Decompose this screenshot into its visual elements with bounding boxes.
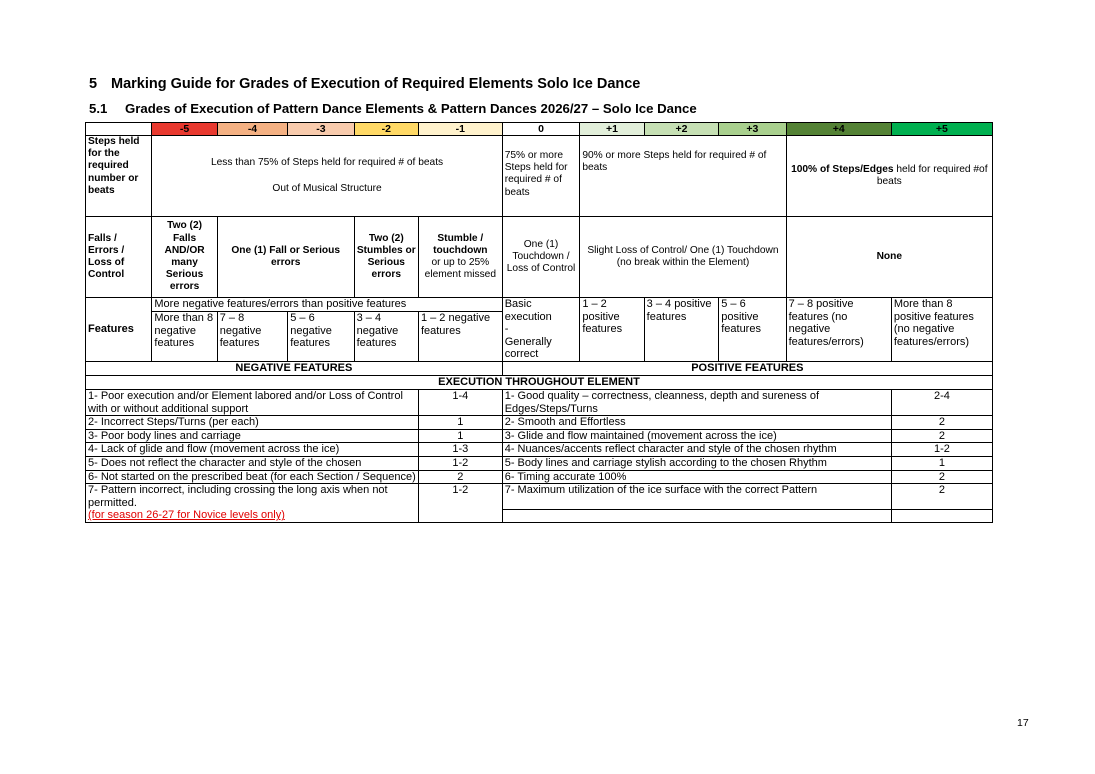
positive-feature-text: 1- Good quality – correctness, cleanness, depth and sureness of Edges/Steps/Turns [502, 389, 891, 415]
steps-plus4-5-cell [786, 136, 992, 217]
goe-table [85, 122, 993, 523]
features-row-header: Features [86, 298, 152, 362]
section-title: Marking Guide for Grades of Execution of Required Elements Solo Ice Dance [111, 76, 641, 92]
features-m3-cell: 5 – 6 negative features [288, 312, 354, 362]
grade-cell: +1 [580, 123, 644, 136]
steps-negative-line1: Less than 75% of Steps held for required # of beats [210, 156, 444, 168]
falls-row [86, 217, 993, 298]
novice-season-note: (for season 26-27 for Novice levels only) [88, 509, 285, 522]
subsection-heading [89, 101, 697, 116]
execution-header: EXECUTION THROUGHOUT ELEMENT [86, 375, 993, 389]
feature-row [86, 389, 993, 415]
section-number: 5 [89, 76, 98, 92]
grade-cell: -4 [217, 123, 287, 136]
negative-feature-value: 1-3 [418, 443, 502, 457]
features-p5-cell: More than 8 positive features (no negative features/errors) [891, 298, 992, 362]
falls-m4-3-cell: One (1) Fall or Serious errors [217, 217, 354, 298]
features-m2-cell: 3 – 4 negative features [354, 312, 418, 362]
feature-row [86, 484, 993, 510]
steps-row [86, 136, 993, 217]
features-neg-banner: More negative features/errors than positive features [152, 298, 502, 312]
steps-negative-line2: Out of Musical Structure [272, 183, 382, 194]
negative-feature-text: 5- Does not reflect the character and style of the chosen [86, 456, 419, 470]
negative-feature-text: 1- Poor execution and/or Element labored and/or Loss of Control with or without additional support [86, 389, 419, 415]
negative-feature-value: 1-2 [418, 456, 502, 470]
features-zero-a: Basic execution [504, 298, 552, 323]
falls-plus1-3-cell: Slight Loss of Control/ One (1) Touchdown (no break within the Element) [580, 217, 786, 298]
grade-cell: +3 [719, 123, 786, 136]
falls-zero-cell: One (1) Touchdown / Loss of Control [502, 217, 580, 298]
features-m4-cell: 7 – 8 negative features [217, 312, 287, 362]
negative-feature-text [86, 484, 419, 523]
falls-m5-cell: Two (2) Falls AND/OR many Serious errors [152, 217, 217, 298]
features-banner-row [86, 298, 993, 312]
features-p2-cell: 3 – 4 positive features [644, 298, 719, 362]
positive-feature-text: 4- Nuances/accents reflect character and style of the chosen rhythm [502, 443, 891, 457]
features-p1-cell: 1 – 2 positive features [580, 298, 644, 362]
positive-feature-blank [502, 509, 891, 522]
feature-row [86, 456, 993, 470]
positive-feature-value: 2 [891, 416, 992, 430]
negative-feature-text: 6- Not started on the prescribed beat (for each Section / Sequence) [86, 470, 419, 484]
feature-row [86, 429, 993, 443]
positive-feature-text: 7- Maximum utilization of the ice surface with the correct Pattern [502, 484, 891, 510]
falls-m2-cell: Two (2) Stumbles or Serious errors [354, 217, 418, 298]
features-m5-cell: More than 8 negative features [152, 312, 217, 362]
steps-zero-cell: 75% or more Steps held for required # of beats [502, 136, 580, 217]
grade-cell: -3 [288, 123, 354, 136]
steps-plus1-3-cell: 90% or more Steps held for required # of beats [580, 136, 786, 217]
negative-feature-value: 1-4 [418, 389, 502, 415]
negative-feature-value: 1 [418, 429, 502, 443]
steps-plus4-5-bold: 100% of Steps/Edges [791, 163, 894, 175]
positive-feature-text: 3- Glide and flow maintained (movement across the ice) [502, 429, 891, 443]
features-p3-cell: 5 – 6 positive features [719, 298, 786, 362]
positive-feature-value: 1-2 [891, 443, 992, 457]
grade-cell: -1 [418, 123, 502, 136]
steps-row-header: Steps held for the required number or beats [86, 136, 152, 217]
negative-feature-text: 3- Poor body lines and carriage [86, 429, 419, 443]
feature-row [86, 416, 993, 430]
positive-features-header: POSITIVE FEATURES [502, 361, 992, 375]
page-number: 17 [1017, 717, 1029, 729]
feature-row [86, 443, 993, 457]
grade-cell: +5 [891, 123, 992, 136]
falls-m1-cell [418, 217, 502, 298]
grade-cell: +4 [786, 123, 891, 136]
steps-negative-cell [152, 136, 502, 217]
features-zero-c: Generally correct [504, 335, 552, 361]
falls-plus4-5-cell: None [786, 217, 992, 298]
negative-features-header: NEGATIVE FEATURES [86, 361, 503, 375]
positive-feature-value: 2 [891, 470, 992, 484]
grade-header-blank [86, 123, 152, 136]
execution-header-row [86, 375, 993, 389]
positive-feature-value: 2-4 [891, 389, 992, 415]
negative-feature-7-text: 7- Pattern incorrect, including crossing the long axis when not permitted. [88, 484, 388, 509]
positive-feature-value-blank [891, 509, 992, 522]
features-p4-cell: 7 – 8 positive features (no negative features/errors) [786, 298, 891, 362]
features-zero-b: - [504, 323, 509, 336]
feature-row [86, 470, 993, 484]
falls-m1-bold: Stumble / touchdown [433, 232, 488, 256]
grade-cell: 0 [502, 123, 580, 136]
positive-feature-value: 2 [891, 429, 992, 443]
negative-feature-value: 1 [418, 416, 502, 430]
negative-feature-text: 2- Incorrect Steps/Turns (per each) [86, 416, 419, 430]
positive-feature-text: 2- Smooth and Effortless [502, 416, 891, 430]
grade-cell: -5 [152, 123, 217, 136]
falls-row-header: Falls / Errors / Loss of Control [86, 217, 152, 298]
grade-cell: +2 [644, 123, 719, 136]
positive-feature-value: 2 [891, 484, 992, 510]
grade-header-row [86, 123, 993, 136]
features-zero-cell [502, 298, 580, 362]
subsection-number: 5.1 [89, 101, 108, 116]
falls-m1-rest: or up to 25% element missed [424, 257, 496, 281]
positive-feature-text: 6- Timing accurate 100% [502, 470, 891, 484]
negative-feature-value: 1-2 [418, 484, 502, 523]
positive-feature-text: 5- Body lines and carriage stylish according to the chosen Rhythm [502, 456, 891, 470]
section-heading [89, 76, 640, 92]
negative-feature-value: 2 [418, 470, 502, 484]
subsection-title: Grades of Execution of Pattern Dance Elements & Pattern Dances 2026/27 – Solo Ice Dance [125, 101, 697, 116]
grade-cell: -2 [354, 123, 418, 136]
negative-feature-text: 4- Lack of glide and flow (movement across the ice) [86, 443, 419, 457]
positive-feature-value: 1 [891, 456, 992, 470]
features-m1-cell: 1 – 2 negative features [418, 312, 502, 362]
features-section-header-row [86, 361, 993, 375]
steps-plus4-5-rest: held for required #of beats [876, 163, 988, 187]
